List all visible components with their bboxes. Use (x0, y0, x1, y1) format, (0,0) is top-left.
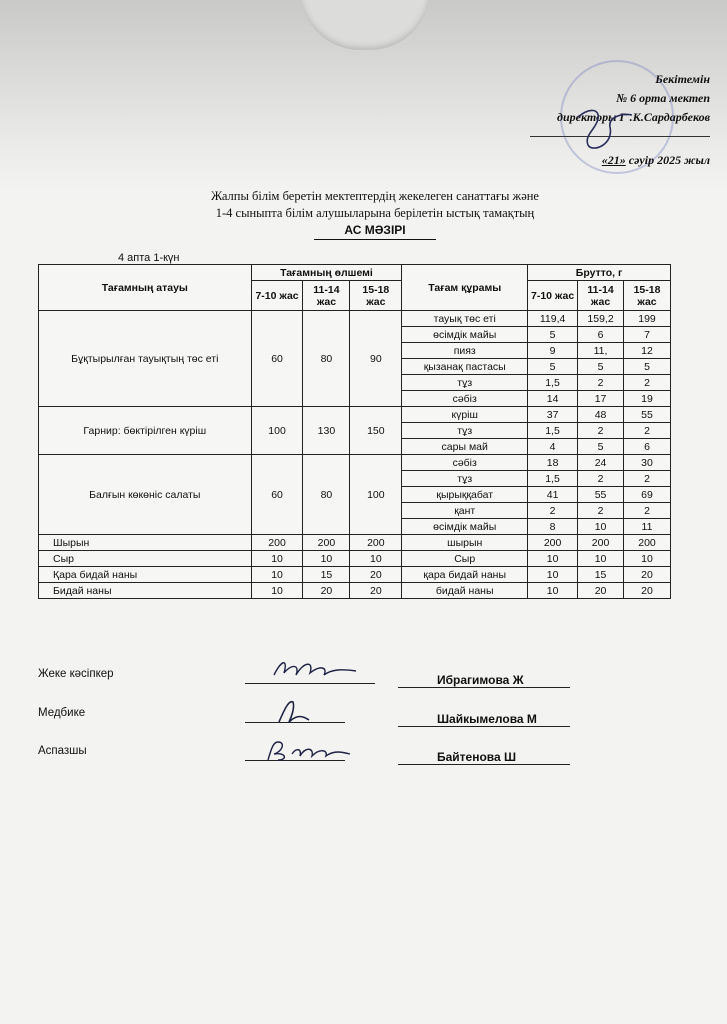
brutto-cell: 9 (528, 343, 578, 359)
brutto-cell: 37 (528, 407, 578, 423)
ingredient-cell: пияз (402, 343, 528, 359)
portion-cell: 130 (303, 407, 350, 455)
approval-date-rest: сәуір 2025 жыл (625, 153, 710, 167)
menu-table (38, 264, 671, 599)
brutto-cell: 2 (624, 423, 671, 439)
brutto-cell: 20 (578, 583, 624, 599)
brutto-cell: 5 (528, 327, 578, 343)
header-age: 11-14 жас (578, 281, 624, 311)
brutto-cell: 200 (528, 535, 578, 551)
portion-cell: 200 (303, 535, 350, 551)
name-cook: Байтенова Ш (437, 750, 517, 764)
header-age: 15-18 жас (350, 281, 402, 311)
portion-cell: 200 (251, 535, 303, 551)
brutto-cell: 24 (578, 455, 624, 471)
brutto-cell: 2 (624, 375, 671, 391)
brutto-cell: 7 (624, 327, 671, 343)
ingredient-cell: сәбіз (402, 391, 528, 407)
brutto-cell: 5 (624, 359, 671, 375)
brutto-cell: 200 (578, 535, 624, 551)
ingredient-cell: шырын (402, 535, 528, 551)
ingredient-cell: өсімдік майы (402, 327, 528, 343)
role-cook: Аспазшы (38, 745, 87, 757)
table-row (39, 551, 671, 567)
brutto-cell: 10 (578, 519, 624, 535)
portion-cell: 150 (350, 407, 402, 455)
menu-body (39, 311, 671, 599)
ingredient-cell: бидай наны (402, 583, 528, 599)
brutto-cell: 10 (528, 583, 578, 599)
approval-line1: Бекітемін (655, 72, 710, 86)
table-row (39, 311, 671, 327)
approval-date-day: «21» (601, 153, 626, 167)
brutto-cell: 15 (578, 567, 624, 583)
brutto-cell: 2 (578, 375, 624, 391)
table-row (39, 567, 671, 583)
table-row (39, 535, 671, 551)
brutto-cell: 6 (578, 327, 624, 343)
dish-name: Шырын (39, 535, 252, 551)
brutto-cell: 10 (624, 551, 671, 567)
brutto-cell: 17 (578, 391, 624, 407)
brutto-cell: 8 (528, 519, 578, 535)
brutto-cell: 2 (528, 503, 578, 519)
ingredient-cell: қант (402, 503, 528, 519)
ingredient-cell: тауық төс еті (402, 311, 528, 327)
brutto-cell: 19 (624, 391, 671, 407)
header-age: 7-10 жас (251, 281, 303, 311)
table-row (39, 455, 671, 471)
week-label: 4 апта 1-күн (118, 252, 180, 264)
header-brutto: Брутто, г (528, 265, 671, 281)
header-composition: Тағам құрамы (402, 265, 528, 311)
header-age: 15-18 жас (624, 281, 671, 311)
brutto-cell: 199 (624, 311, 671, 327)
header-age: 11-14 жас (303, 281, 350, 311)
name-line (398, 764, 570, 765)
brutto-cell: 2 (578, 471, 624, 487)
approval-line3: директоры Г .К.Сардарбеков (557, 110, 710, 124)
director-signature (570, 105, 640, 155)
table-row (39, 583, 671, 599)
brutto-cell: 119,4 (528, 311, 578, 327)
name-line (398, 687, 570, 688)
dish-name: Сыр (39, 551, 252, 567)
header-name: Тағамның атауы (39, 265, 252, 311)
brutto-cell: 200 (624, 535, 671, 551)
brutto-cell: 10 (528, 551, 578, 567)
brutto-cell: 10 (528, 567, 578, 583)
ingredient-cell: қызанақ пастасы (402, 359, 528, 375)
portion-cell: 10 (251, 551, 303, 567)
ingredient-cell: тұз (402, 423, 528, 439)
nurse-signature (275, 698, 315, 726)
ingredient-cell: өсімдік майы (402, 519, 528, 535)
name-nurse: Шайкымелова М (437, 712, 537, 726)
name-entrepreneur: Ибрагимова Ж (437, 673, 524, 687)
brutto-cell: 14 (528, 391, 578, 407)
brutto-cell: 12 (624, 343, 671, 359)
brutto-cell: 10 (578, 551, 624, 567)
ingredient-cell: сары май (402, 439, 528, 455)
ingredient-cell: тұз (402, 471, 528, 487)
brutto-cell: 30 (624, 455, 671, 471)
brutto-cell: 11, (578, 343, 624, 359)
portion-cell: 80 (303, 455, 350, 535)
ingredient-cell: сәбіз (402, 455, 528, 471)
ingredient-cell: тұз (402, 375, 528, 391)
portion-cell: 20 (350, 583, 402, 599)
brutto-cell: 41 (528, 487, 578, 503)
brutto-cell: 11 (624, 519, 671, 535)
ingredient-cell: Сыр (402, 551, 528, 567)
dish-name: Бидай наны (39, 583, 252, 599)
brutto-cell: 18 (528, 455, 578, 471)
dish-name: Гарнир: бөктірілген күріш (39, 407, 252, 455)
brutto-cell: 48 (578, 407, 624, 423)
name-line (398, 726, 570, 727)
brutto-cell: 5 (528, 359, 578, 375)
portion-cell: 100 (251, 407, 303, 455)
role-nurse: Медбике (38, 707, 86, 719)
dish-name: Бұқтырылған тауықтың төс еті (39, 311, 252, 407)
portion-cell: 100 (350, 455, 402, 535)
brutto-cell: 20 (624, 567, 671, 583)
brutto-cell: 5 (578, 439, 624, 455)
approval-line2: № 6 орта мектеп (616, 91, 710, 105)
brutto-cell: 2 (624, 503, 671, 519)
portion-cell: 10 (251, 583, 303, 599)
portion-cell: 10 (251, 567, 303, 583)
ingredient-cell: қара бидай наны (402, 567, 528, 583)
brutto-cell: 2 (578, 423, 624, 439)
ingredient-cell: күріш (402, 407, 528, 423)
portion-cell: 90 (350, 311, 402, 407)
brutto-cell: 20 (624, 583, 671, 599)
entrepreneur-signature (270, 655, 360, 685)
brutto-cell: 6 (624, 439, 671, 455)
portion-cell: 200 (350, 535, 402, 551)
brutto-cell: 55 (578, 487, 624, 503)
portion-cell: 60 (251, 455, 303, 535)
brutto-cell: 5 (578, 359, 624, 375)
ingredient-cell: қырыққабат (402, 487, 528, 503)
brutto-cell: 4 (528, 439, 578, 455)
portion-cell: 10 (303, 551, 350, 567)
title-main: АС МӘЗІРІ (314, 222, 435, 240)
portion-cell: 60 (251, 311, 303, 407)
brutto-cell: 1,5 (528, 471, 578, 487)
header-portion: Тағамның өлшемі (251, 265, 402, 281)
portion-cell: 80 (303, 311, 350, 407)
portion-cell: 20 (303, 583, 350, 599)
brutto-cell: 1,5 (528, 375, 578, 391)
dish-name: Қара бидай наны (39, 567, 252, 583)
brutto-cell: 2 (624, 471, 671, 487)
table-row (39, 407, 671, 423)
portion-cell: 20 (350, 567, 402, 583)
cook-signature (262, 736, 352, 764)
portion-cell: 10 (350, 551, 402, 567)
brutto-cell: 159,2 (578, 311, 624, 327)
role-entrepreneur: Жеке кәсіпкер (38, 668, 114, 680)
brutto-cell: 55 (624, 407, 671, 423)
header-age: 7-10 жас (528, 281, 578, 311)
brutto-cell: 2 (578, 503, 624, 519)
brutto-cell: 69 (624, 487, 671, 503)
portion-cell: 15 (303, 567, 350, 583)
title-line1: Жалпы білім беретін мектептердің жекелеген санаттағы және (211, 189, 539, 203)
document-title (150, 188, 600, 240)
brutto-cell: 1,5 (528, 423, 578, 439)
dish-name: Балғын көкөніс салаты (39, 455, 252, 535)
title-line2: 1-4 сыныпта білім алушыларына берілетін ыстық тамақтың (215, 206, 535, 220)
